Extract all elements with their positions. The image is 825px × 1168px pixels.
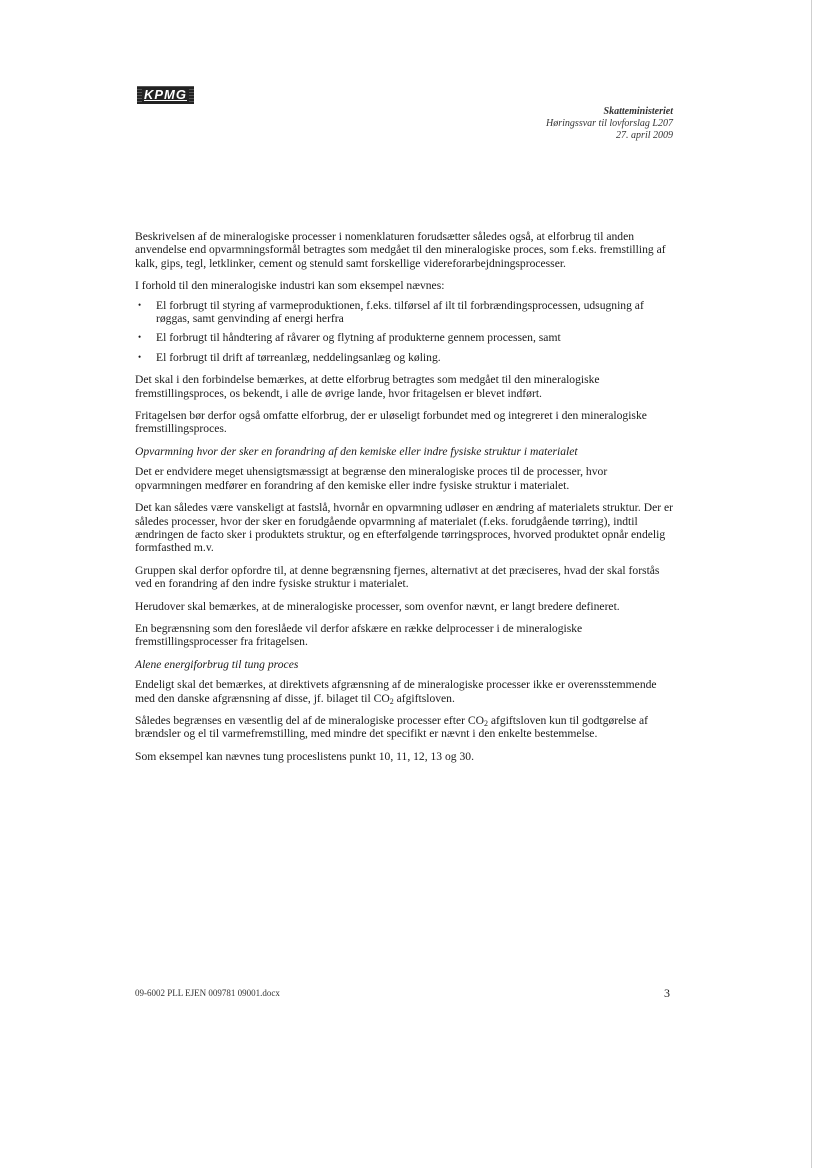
paragraph: Det er endvidere meget uhensigtsmæssigt at begrænse den mineralogiske proces til de processer, hvor opvarmningen medfører en forandring af den kemiske eller indre fysiske struktur i materialet. (135, 465, 608, 492)
subscript: 2 (484, 718, 488, 728)
page-number: 3 (664, 986, 670, 1000)
list-item-text: El forbrugt til styring af varmeproduktionen, f.eks. tilførsel af ilt til forbrændingsprocessen, udsugning af røggas, samt genvinding af energi herfra (156, 298, 644, 326)
text-run: Således begrænses en væsentlig del af de mineralogiske processer efter CO (135, 713, 484, 727)
document-body (135, 230, 675, 772)
paragraph: Herudover skal bemærkes, at de mineralogiske processer, som ovenfor nævnt, er langt bredere defineret. (135, 599, 620, 613)
paragraph: Gruppen skal derfor opfordre til, at denne begrænsning fjernes, alternativt at det præciseres, hvad der skal forstås ved en forandring af den indre fysiske struktur i materialet. (135, 563, 660, 591)
list-item (135, 299, 675, 326)
bullet-icon: • (138, 351, 142, 362)
paragraph: Beskrivelsen af de mineralogiske processer i nomenklaturen forudsætter således også, at elforbrug til anden anvendelse end opvarmningsformål betragtes som medgået til den mineralogiske proces, som f.eks. fremstilling af kalk, gips, tegl, letklinker, cement og stenuld samt forskellige videreforarbejdningsprocesser. (135, 230, 666, 270)
header-organization: Skatteministeriet (603, 106, 673, 117)
paragraph: Som eksempel kan nævnes tung proceslistens punkt 10, 11, 12, 13 og 30. (135, 749, 474, 763)
text-run: afgiftsloven kun til godtgørelse af brændsler og el til varmefremstilling, med mindre det specifikt er nævnt i den enkelte bestemmelse. (135, 713, 649, 741)
paragraph: Det skal i den forbindelse bemærkes, at dette elforbrug betragtes som medgået til den mineralogiske fremstillingsproces, os bekendt, i alle de øvrige lande, hvor fritagelsen er blevet indført. (135, 373, 600, 400)
paragraph: Det kan således være vanskeligt at fastslå, hvornår en opvarmning udløser en ændring af materialets struktur. Der er således processer, hvor der sker en forudgående opvarmning af materialet (f.eks. forudgående tørring), indtil ændringen de facto sker i produktets struktur, og en efterfølgende tørringsproces, hvorved produktet opnår endelig formfasthed m.v. (135, 501, 673, 555)
list-item-text: El forbrugt til håndtering af råvarer og flytning af produkterne gennem processen, samt (156, 331, 561, 345)
list-item-text: El forbrugt til drift af tørreanlæg, neddelingsanlæg og køling. (156, 350, 441, 364)
section-heading: Alene energiforbrug til tung proces (135, 657, 299, 671)
paragraph: En begrænsning som den foreslåede vil derfor afskære en række delprocesser i de mineralogiske fremstillingsprocesser fra fritagelsen. (135, 621, 583, 649)
bullet-icon: • (138, 299, 142, 310)
page-edge-line (811, 0, 812, 1168)
list-item (135, 351, 675, 364)
text-run: Endeligt skal det bemærkes, at direktivets afgrænsning af de mineralogiske processer ikke er overensstemmende med den danske afgrænsning af disse, jf. bilaget til CO (135, 678, 657, 705)
subscript: 2 (389, 696, 394, 706)
paragraph (135, 678, 675, 705)
kpmg-logo: KPMG (137, 86, 194, 104)
section-heading: Opvarmning hvor der sker en forandring af den kemiske eller indre fysiske struktur i materialet (135, 444, 578, 458)
document-header (546, 106, 673, 142)
paragraph: Fritagelsen bør derfor også omfatte elforbrug, der er uløseligt forbundet med og integreret i den mineralogiske fremstillingsproces. (135, 409, 647, 436)
paragraph (135, 714, 675, 741)
list-item (135, 331, 675, 344)
bullet-icon: • (138, 332, 142, 343)
header-date: 27. april 2009 (616, 130, 673, 141)
text-run: afgiftsloven. (393, 691, 455, 705)
header-subject: Høringssvar til lovforslag L207 (546, 118, 673, 129)
footer-filename: 09-6002 PLL EJEN 009781 09001.docx (135, 988, 280, 998)
bullet-list (135, 299, 675, 365)
paragraph: I forhold til den mineralogiske industri kan som eksempel nævnes: (135, 279, 445, 293)
